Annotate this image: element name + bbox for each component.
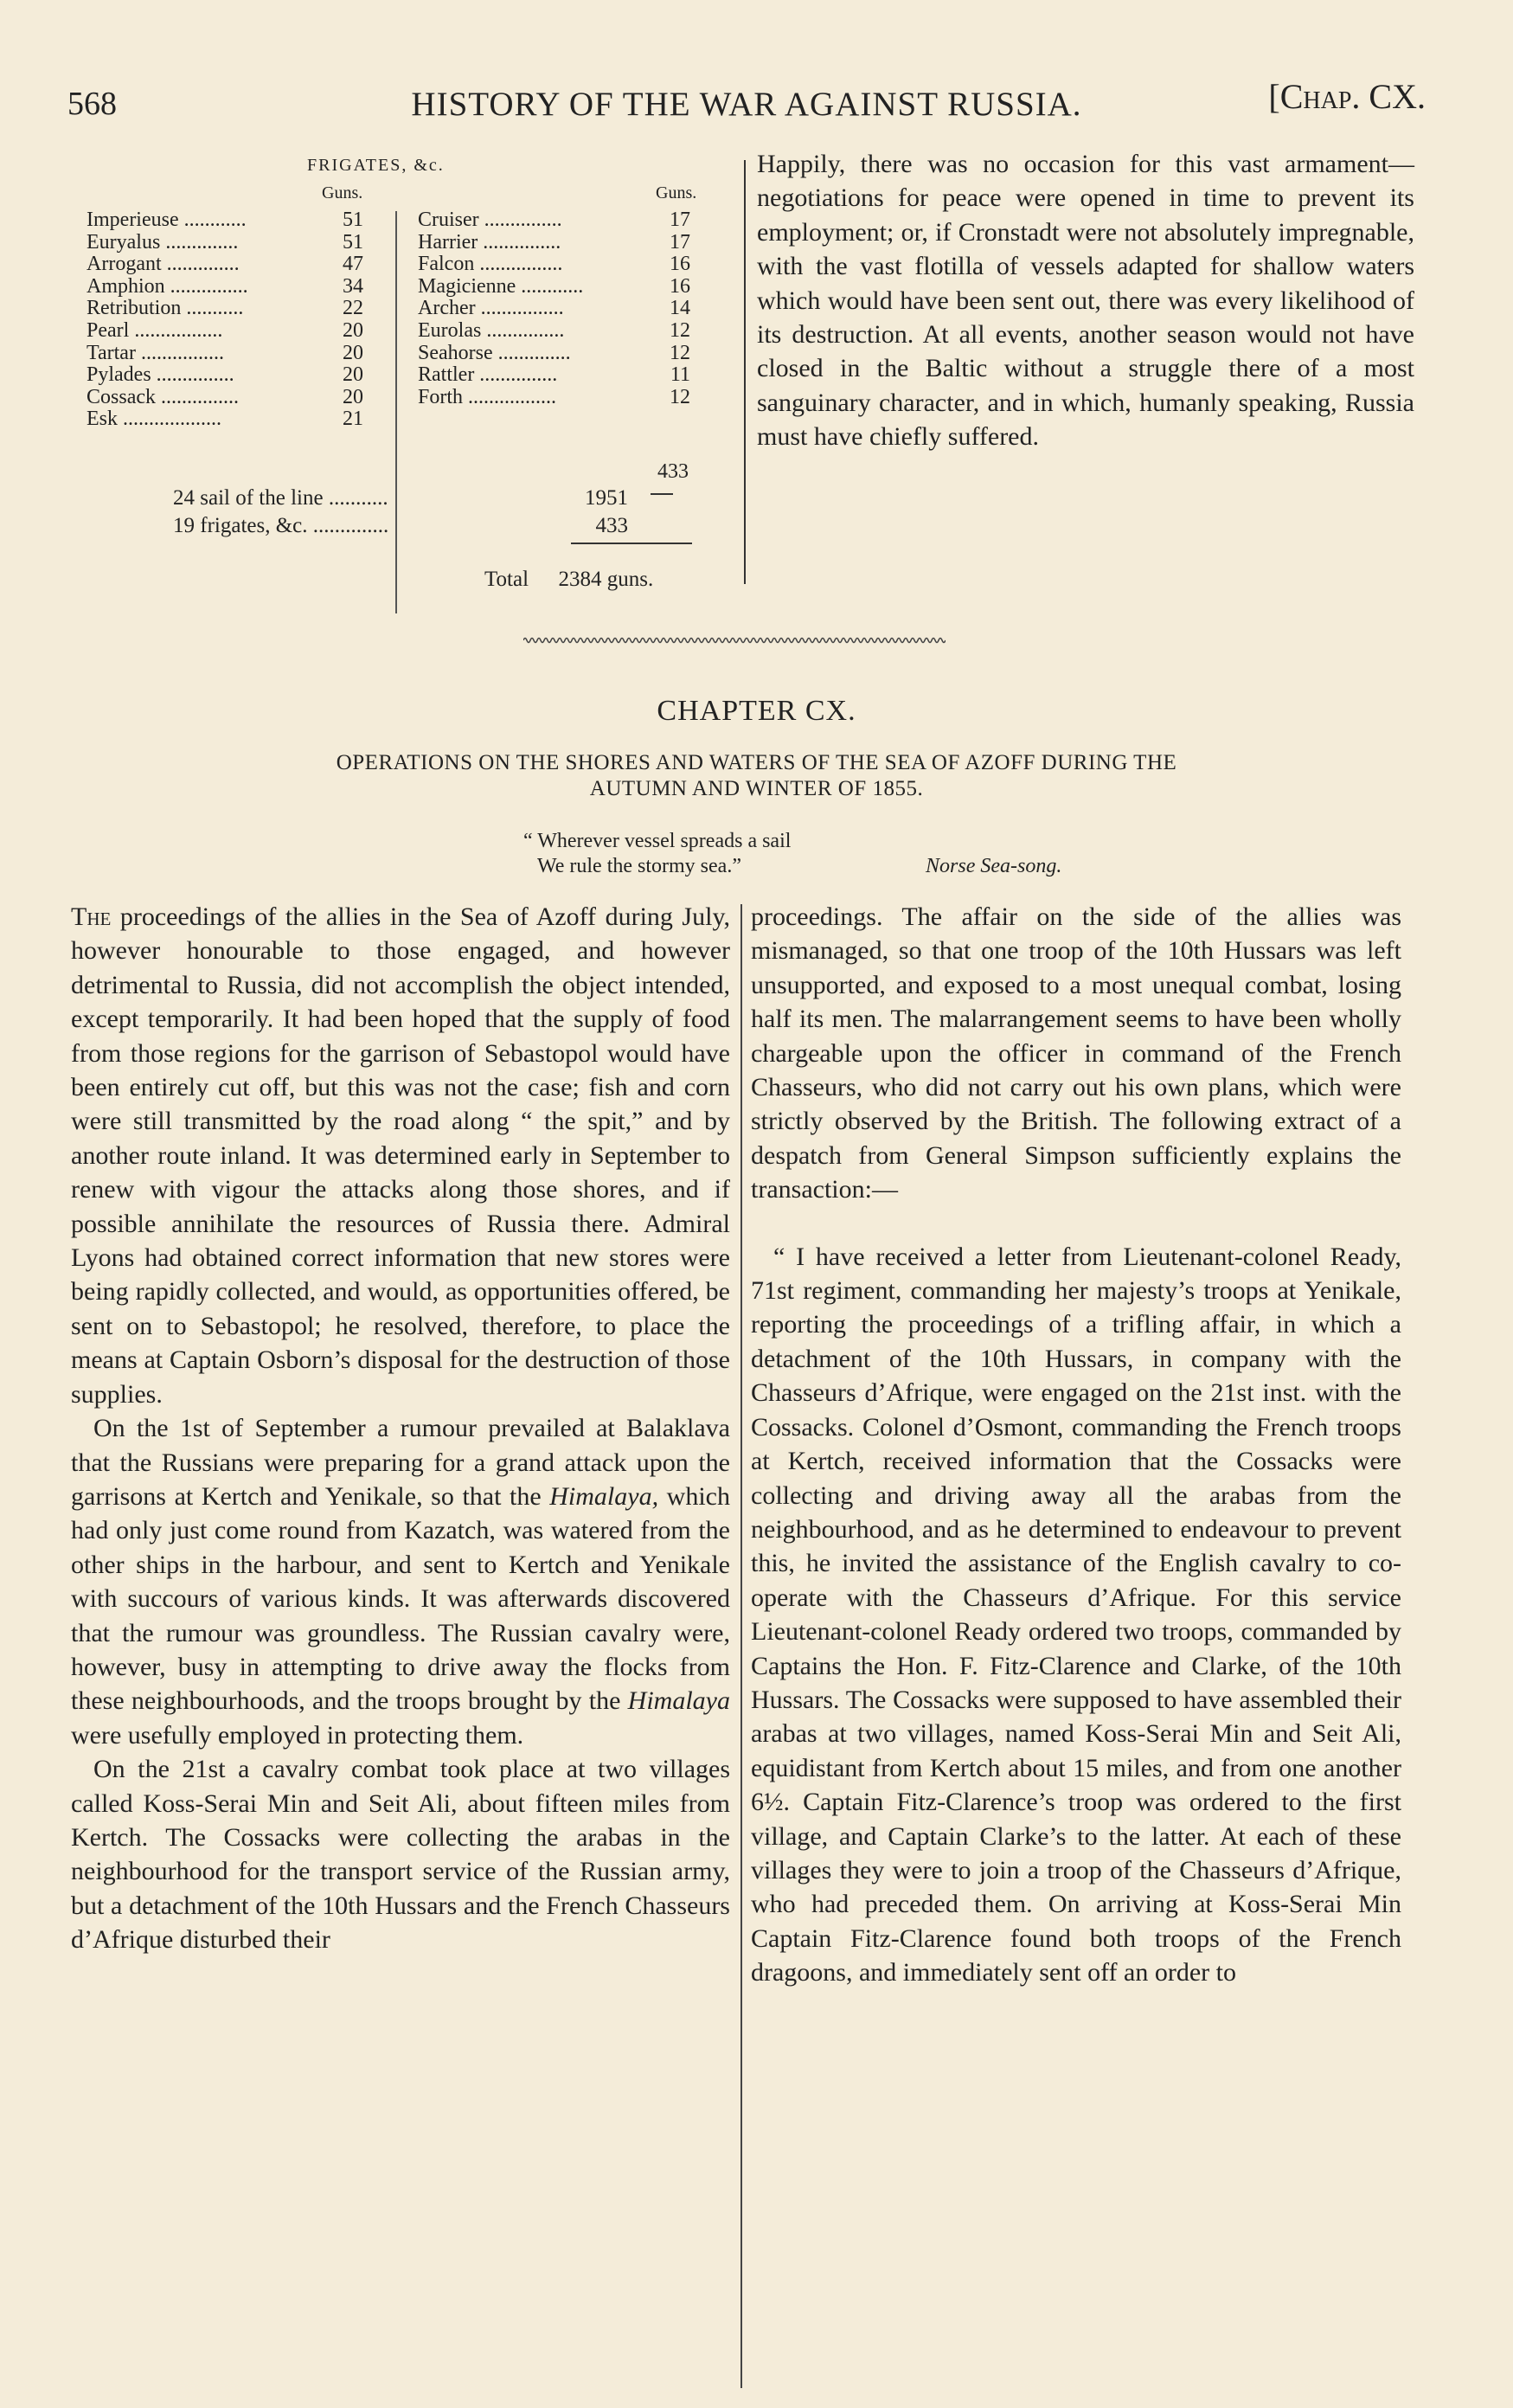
- total-value: 2384 guns.: [558, 568, 654, 591]
- ship-name: Harrier ...............: [418, 231, 561, 254]
- ship-row: [87, 320, 368, 343]
- ship-guns: 47: [343, 253, 363, 276]
- epigraph-line-2: We rule the stormy sea.”: [537, 855, 741, 877]
- ship-guns: 20: [343, 385, 363, 408]
- ship-row: [87, 387, 368, 409]
- ship-row: [87, 343, 368, 365]
- summary-label: 24 sail of the line ...........: [173, 486, 388, 510]
- left-text-column: [71, 900, 730, 1957]
- paragraph-rumour-text-a: On the 1st of September a rumour prevailed at Balaklava that the Russians were preparing for a grand attack upon the garrisons at Kertch and Yenikale, so that the: [71, 1414, 730, 1511]
- paragraph-cavalry-combat: On the 21st a cavalry combat took place at two villages called Koss-Serai Min and Seit Ali, about fifteen miles from Kertch. The Cossacks were collecting the arabas in the neighbourhood for the transport service of the Russian army, but a detachment of the 10th Hussars and the French Chasseurs d’Afrique disturbed their: [71, 1755, 730, 1955]
- ship-guns: 17: [670, 209, 690, 231]
- chapter-subtitle-line-2: AUTUMN AND WINTER OF 1855.: [589, 777, 924, 800]
- fleet-summary: [173, 485, 709, 540]
- frigates-caption: FRIGATES, &c.: [307, 156, 445, 175]
- ship-row: [418, 254, 703, 276]
- ship-name: Esk ...................: [87, 408, 221, 431]
- right-subtotal: 433: [657, 460, 689, 483]
- paragraph-despatch: “ I have received a letter from Lieutenant-colonel Ready, 71st regiment, commanding her majesty’s troops at Yenikale, reporting the proceedings of a trifling affair, in which a detachment of the 10th Hussars, in company with the Chasseurs d’Afrique, were engaged on the 21st inst. with the Cossacks. Colonel d’Osmont, commanding the French troops at Kertch, received information that the Cossacks were collecting and driving away all the arabas from the neighbourhood, and as he determined to endeavour to prevent this, he invited the assistance of the English cavalry to co-operate with the Chasseurs d’Afrique. For this service Lieutenant-colonel Ready ordered two troops, commanded by Captains the Hon. F. Fitz-Clarence and Clarke, of the 10th Hussars. The Cossacks were supposed to have assembled their arabas at two villages, named Koss-Serai Min and Seit Ali, equidistant from Kertch about 15 miles, and from one another 6½. Captain Fitz-Clarence’s troop was ordered to the first village, and Captain Clarke’s to the latter. At each of these villages they were to join a troop of the Chasseurs d’Afrique, who had preceded them. On arriving at Koss-Serai Min Captain Fitz-Clarence found both troops of the French dragoons, and immediately sent off an order to: [751, 1242, 1401, 1987]
- ship-guns: 21: [343, 408, 363, 431]
- ship-name: Amphion ...............: [87, 275, 248, 298]
- ship-name: Euryalus ..............: [87, 231, 239, 254]
- summary-value: 433: [595, 514, 628, 537]
- ship-guns: 17: [670, 230, 690, 254]
- ship-row: [87, 254, 368, 276]
- ship-name: Retribution ...........: [87, 298, 244, 320]
- frigates-left-list: [87, 209, 368, 431]
- summary-row: [173, 485, 709, 512]
- ship-row: [87, 408, 368, 431]
- ship-name: Imperieuse ............: [87, 209, 247, 231]
- ship-row: [418, 320, 703, 343]
- chapter-marker: [Chap. CX.: [1268, 77, 1426, 116]
- ship-guns: 34: [343, 274, 363, 298]
- ship-name: Archer ................: [418, 298, 564, 320]
- ship-name: Pylades ...............: [87, 364, 234, 387]
- ship-name: Forth .................: [418, 386, 557, 408]
- summary-value: 1951: [585, 486, 628, 510]
- ship-name: Eurolas ...............: [418, 319, 565, 342]
- paragraph-proceedings-text: proceedings of the allies in the Sea of Azoff during July, however honourable to those engaged, and however detrimental to Russia, did not accomplish the object intended, except temporarily. It had been hoped that the supply of food from those regions for the garrison of Sebastopol would have been entirely cut off, but this was not the case; fish and corn were still transmitted by the road along “ the spit,” and by another route inland. It was determined early in September to renew with vigour the attacks along those shores, and if possible annihilate the resources of Russia there. Admiral Lyons had obtained correct information that new stores were being rapidly collected, and would, as opportunities offered, be sent on to Sebastopol; he resolved, therefore, to place the means at Captain Osborn’s disposal for the destruction of those supplies.: [71, 902, 730, 1409]
- ship-name-himalaya: Himalaya,: [549, 1481, 659, 1511]
- table-divider: [395, 211, 397, 613]
- page-number: 568: [67, 86, 117, 122]
- paragraph-proceedings: [71, 900, 730, 1411]
- ship-row: [418, 343, 703, 365]
- ship-name: Seahorse ..............: [418, 342, 571, 364]
- frigates-right-list: [418, 209, 703, 408]
- ship-guns: 12: [670, 385, 690, 408]
- paragraph-rumour: [71, 1411, 730, 1752]
- guns-header-left: Guns.: [322, 183, 363, 202]
- ship-name: Tartar ................: [87, 342, 224, 364]
- frigates-table: [87, 156, 709, 597]
- total-rule: [571, 543, 692, 544]
- paragraph-mismanaged: proceedings. The affair on the side of the allies was mismanaged, so that one troop of the 10th Hussars was left unsupported, and exposed to a most unequal combat, losing half its men. The malarrangement seems to have been wholly chargeable upon the officer in command of the French Chasseurs, who did not carry out his own plans, which were strictly observed by the British. The following extract of a despatch from General Simpson sufficiently explains the transaction:—: [751, 902, 1401, 1204]
- running-title: HISTORY OF THE WAR AGAINST RUSSIA.: [411, 86, 1082, 123]
- ship-guns: 22: [343, 297, 363, 320]
- column-divider: [740, 904, 742, 2388]
- ship-row: [87, 364, 368, 387]
- ship-guns: 16: [670, 253, 690, 276]
- ship-name: Magicienne ............: [418, 275, 584, 298]
- ship-guns: 12: [670, 341, 690, 364]
- armament-paragraph: Happily, there was no occasion for this vast armament—negotiations for peace were opened in time to prevent its employment; or, if Cronstadt were not absolutely impregnable, with the vast flotilla of vessels adapted for shallow waters which would have been sent out, there was every likelihood of its destruction. At all events, another season would not have closed in the Baltic without a struggle there of a most sanguinary character, and in which, humanly speaking, Russia must have chiefly suffered.: [757, 150, 1414, 452]
- chapter-heading: CHAPTER CX.: [657, 695, 856, 727]
- ship-row: [87, 276, 368, 299]
- ship-row: [87, 209, 368, 232]
- wavy-ornament-rule: [523, 634, 946, 646]
- ship-guns: 11: [670, 363, 690, 387]
- ship-guns: 12: [670, 318, 690, 342]
- ship-guns: 20: [343, 318, 363, 342]
- summary-label: 19 frigates, &c. ..............: [173, 514, 389, 537]
- ship-guns: 20: [343, 341, 363, 364]
- top-column-divider: [744, 160, 746, 584]
- right-text-column: [751, 900, 1401, 1990]
- ship-guns: 51: [343, 230, 363, 254]
- ship-row: [418, 276, 703, 299]
- ship-name: Pearl .................: [87, 319, 223, 342]
- epigraph: [523, 829, 1062, 879]
- running-header: [67, 77, 1426, 128]
- ship-guns: 51: [343, 209, 363, 231]
- ship-name: Arrogant ..............: [87, 254, 240, 276]
- guns-header-right: Guns.: [656, 183, 697, 202]
- ship-row: [418, 364, 703, 387]
- drop-lead-word: The: [71, 902, 112, 931]
- ship-name: Falcon ................: [418, 254, 563, 276]
- epigraph-source: Norse Sea-song.: [926, 855, 1062, 877]
- epigraph-line-1: “ Wherever vessel spreads a sail: [523, 830, 792, 852]
- total-label: Total: [484, 568, 529, 591]
- paragraph-rumour-text-c: were usefully employed in protecting them.: [71, 1720, 524, 1750]
- ship-name: Cossack ...............: [87, 386, 239, 408]
- ship-name: Cruiser ...............: [418, 209, 562, 231]
- ship-name: Rattler ...............: [418, 364, 558, 387]
- ship-row: [418, 298, 703, 320]
- ship-row: [87, 298, 368, 320]
- ship-guns: 14: [670, 297, 690, 320]
- ship-row: [418, 232, 703, 254]
- chapter-subtitle: [173, 750, 1340, 802]
- ship-row: [418, 209, 703, 232]
- chapter-subtitle-line-1: OPERATIONS ON THE SHORES AND WATERS OF THE SEA OF AZOFF DURING THE: [336, 751, 1177, 774]
- paragraph-rumour-text-b: which had only just come round from Kazatch, was watered from the other ships in the harbour, and sent to Kertch and Yenikale with succours of various kinds. It was afterwards discovered that the rumour was groundless. The Russian cavalry were, however, busy in attempting to drive away the flocks from these neighbourhoods, and the troops brought by the: [71, 1481, 730, 1716]
- fleet-total: [484, 568, 653, 592]
- summary-row: [173, 512, 709, 540]
- ship-row: [418, 387, 703, 409]
- ship-guns: 16: [670, 274, 690, 298]
- ship-row: [87, 232, 368, 254]
- ship-guns: 20: [343, 363, 363, 387]
- ship-name-himalaya-2: Himalaya: [627, 1686, 730, 1716]
